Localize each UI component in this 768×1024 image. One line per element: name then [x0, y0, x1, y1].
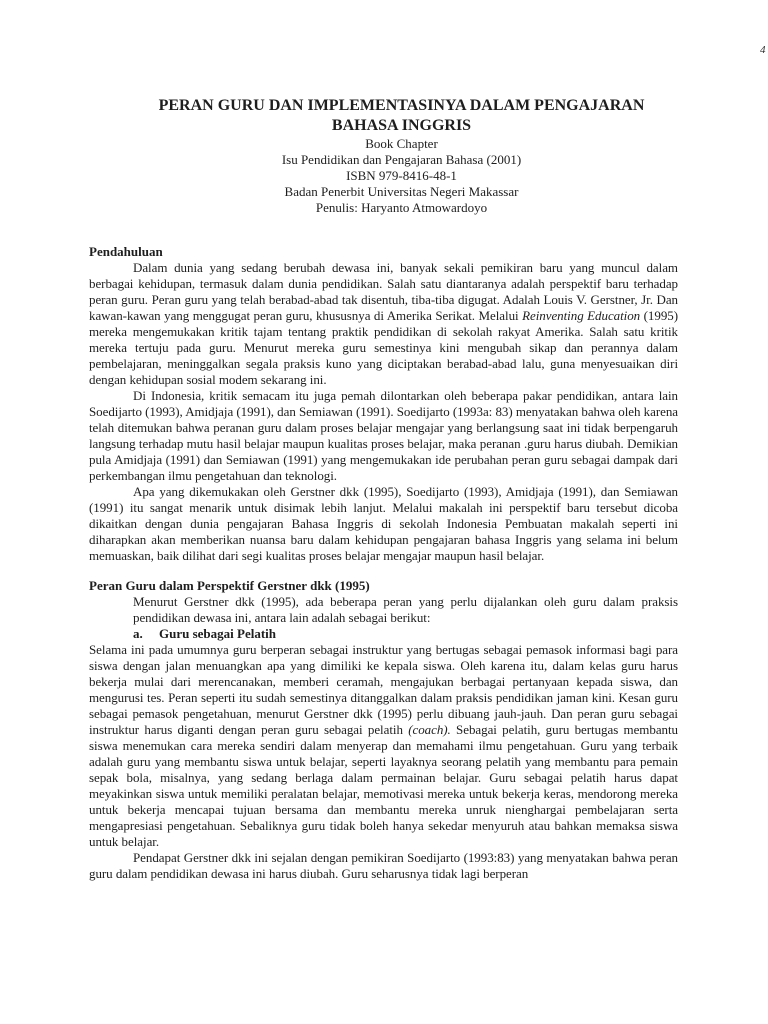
paragraph-text: Sebagai pelatih, guru bertugas membantu siswa menemukan cara mereka sendiri dalam menyerap dan memahami ilmu pengetahuan. Guru yang terbaik adalah guru yang membantu siswa untuk belajar, seperti layaknya seorang pelatih yang membantu para pemain sepak bola, misalnya, yang sedang berlaga dalam permainan belajar. Guru sebagai pelatih harus dapat meyakinkan siswa untuk memiliki peralatan belajar, memotivasi mereka untuk bekerja keras, mendorong mereka untuk bekerja mencapai tujuan bersama dan membantu mereka unruk nienghargai pembelajaran serta mengapresiasi pengetahuan. Sebaliknya guru tidak boleh hanya sekedar menyuruh atau bahkan memaksa siswa untuk belajar.: [89, 722, 678, 849]
meta-author: Penulis: Haryanto Atmowardoyo: [315, 200, 488, 215]
section-heading-introduction: Pendahuluan: [89, 244, 163, 259]
paragraph: [89, 260, 678, 388]
title-line-2: BAHASA INGGRIS: [331, 117, 472, 134]
paragraph-text: Selama ini pada umumnya guru berperan sebagai instruktur yang bertugas sebagai pemasok informasi bagi para siswa dengan jalan menuangkan apa yang dimiliki ke kepala siswa. Oleh karena itu, dalam kelas guru harus bekerja mulai dari merencanakan, memberi ceramah, mengajukan berbagai pertanyaan kepada siswa, dan mengurusi tes. Peran seperti itu sudah semestinya ditanggalkan dalam praksis pendidikan jaman kini. Kesan guru sebagai pemasok pengetahuan, menurut Gerstner dkk (1995) perlu dibuang jauh-jauh. Dan peran guru sebagai instruktur harus diganti dengan peran guru sebagai pelatih: [89, 642, 678, 737]
paragraph: Di Indonesia, kritik semacam itu juga pemah dilontarkan oleh beberapa pakar pendidikan, antara lain Soedijarto (1993), Amidjaja (1991), dan Semiawan (1991). Soedijarto (1993a: 83) menyatakan bahwa oleh karena telah ditemukan bahwa peranan guru dalam proses belajar mengajar yang berlangsung saat ini tidak berpengaruh langsung terhadap mutu hasil belajar maupun kualitas proses belajar, maka peranan .guru harus diubah. Demikian pula Amidjaja (1991) dan Semiawan (1991) yang mengemukakan ide perubahan peran guru sebagai dampak dari perkembangan ilmu pengetahuan dan teknologi.: [89, 388, 678, 483]
subsection-letter: a.: [133, 626, 143, 641]
term-coach: (coach).: [408, 722, 451, 737]
meta-series: Isu Pendidikan dan Pengajaran Bahasa (2001): [281, 152, 522, 167]
subsection-title: Guru sebagai Pelatih: [159, 626, 277, 641]
meta-publisher: Badan Penerbit Universitas Negeri Makassar: [284, 184, 519, 199]
paragraph: [89, 642, 678, 850]
document-title: [125, 96, 678, 136]
subsection-heading: [89, 626, 678, 642]
paragraph: [89, 594, 678, 626]
book-title: Reinventing Education: [522, 308, 641, 323]
page-number-mark: 4: [760, 44, 766, 56]
paragraph: Pendapat Gerstner dkk ini sejalan dengan pemikiran Soedijarto (1993:83) yang menyatakan bahwa peran guru dalam pendidikan dewasa ini harus diubah. Guru seharusnya tidak lagi berperan: [89, 850, 678, 881]
paragraph-text: (1995) mereka mengemukakan kritik tajam tentang praktik pendidikan di sekolah rakyat Amerika. Salah satu kritik mereka tertuju pada guru. Menurut mereka guru semestinya kini mengubah sikap dan perannya dalam pembelajaran, meninggalkan segala praksis kuno yang diciptakan berabad-abad lalu, guna menyesuaikan diri dengan kehidupan sosial modem sekarang ini.: [89, 308, 678, 387]
document-page: [89, 96, 678, 882]
paragraph-text: Dalam dunia yang sedang berubah dewasa ini, banyak sekali pemikiran baru yang muncul dalam berbagai kehidupan, termasuk dalam dunia pendidikan. Salah satu diantaranya adalah perspektif baru terhadap peran guru. Peran guru yang telah berabad-abad tak disentuh, tiba-tiba digugat. Adalah Louis V. Gerstner, Jr. Dan kawan-kawan yang menggugat peran guru, khususnya di Amerika Serikat. Melalui: [89, 260, 678, 323]
section-heading-gerstner: Peran Guru dalam Perspektif Gerstner dkk (1995): [89, 578, 370, 593]
document-metadata: [125, 136, 678, 216]
meta-isbn: ISBN 979-8416-48-1: [346, 168, 457, 183]
paragraph: Apa yang dikemukakan oleh Gerstner dkk (1995), Soedijarto (1993), Amidjaja (1991), dan Semiawan (1991) itu sangat menarik untuk disimak lebih lanjut. Melalui makalah ini perspektif baru tersebut dicoba dikaitkan dengan dunia pengajaran Bahasa Inggris di sekolah Indonesia Pembuatan makalah seperti ini diharapkan akan memberikan nuansa baru dalam kehidupan pengajaran bahasa Inggris yang selama ini belum memuaskan, baik dilihat dari segi kualitas proses belajar mengajar maupun hasil belajar.: [89, 484, 678, 563]
meta-type: Book Chapter: [365, 136, 438, 151]
paragraph-text: Menurut Gerstner dkk (1995), ada beberapa peran yang perlu dijalankan oleh guru dalam praksis pendidikan dewasa ini, antara lain adalah sebagai berikut:: [133, 594, 678, 625]
title-line-1: PERAN GURU DAN IMPLEMENTASINYA DALAM PENGAJARAN: [158, 97, 645, 114]
